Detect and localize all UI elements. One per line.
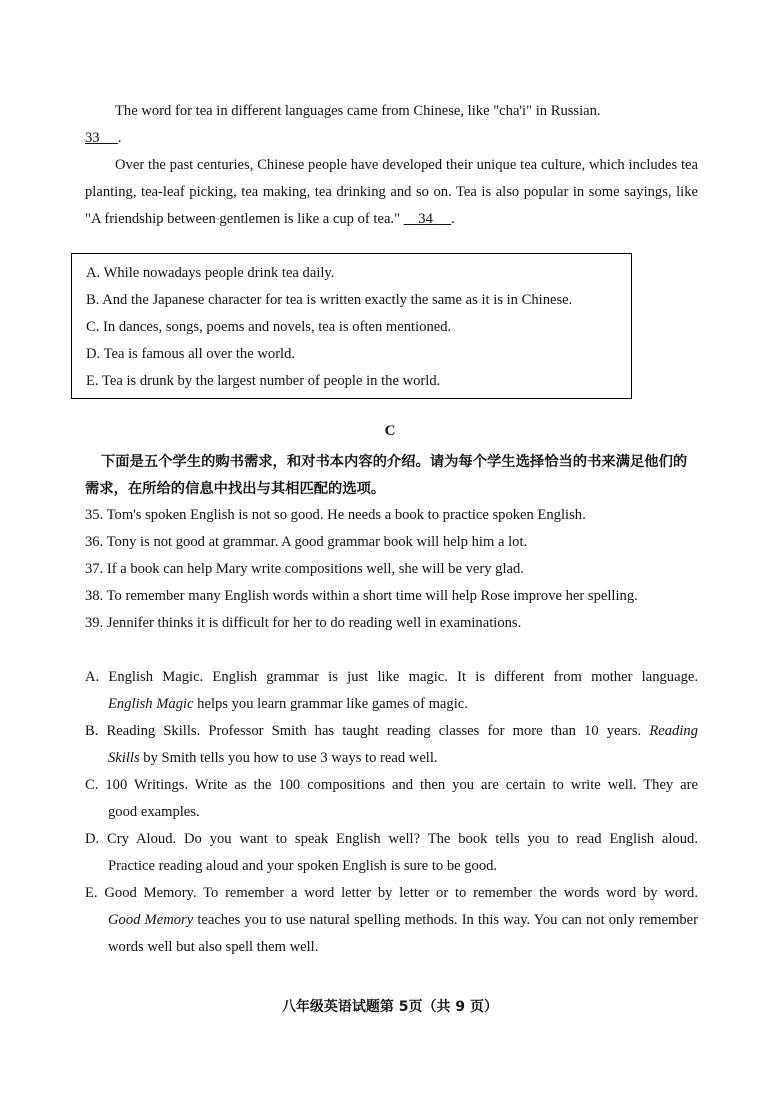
question-38: 38. To remember many English words within a short time will help Rose improve her spelling. [85,588,638,604]
book-d-desc: Practice reading aloud and your spoken English is sure to be good. [108,858,498,874]
book-b-desc: Skills by Smith tells you how to use 3 ways to read well. [108,750,438,766]
option-d: D. Tea is famous all over the world. [86,346,296,362]
book-option-b [85,718,698,772]
book-a-desc: English Magic helps you learn grammar like games of magic. [108,696,468,712]
book-e-line: E. Good Memory. To remember a word letter by letter or to remember the words word by word. [85,885,698,901]
option-a: A. While nowadays people drink tea daily. [86,265,335,281]
passage-text: Over the past centuries, Chinese people have developed their unique tea culture, which includes tea planting, tea-leaf picking, tea making, tea drinking and so on. Tea is also popular in some sayings, like "A friendship between gentlemen is like a cup of tea." [85,157,698,227]
section-instruction: 下面是五个学生的购书需求，和对书本内容的介绍。请为每个学生选择恰当的书来满足他们的需求，在所给的信息中找出与其相匹配的选项。 [85,454,688,497]
blank-period: . [117,130,122,146]
answer-blank-33: 33 [85,130,100,146]
book-title: Good Memory [108,912,194,928]
book-c-line: C. 100 Writings. Write as the 100 compositions and then you are certain to write well. They are [85,777,698,793]
option-b: B. And the Japanese character for tea is written exactly the same as it is in Chinese. [86,292,573,308]
book-c-desc: good examples. [108,804,200,820]
passage-text: The word for tea in different languages came from Chinese, like "cha'i" in Russian. [115,103,601,119]
question-36: 36. Tony is not good at grammar. A good grammar book will help him a lot. [85,534,528,550]
section-title: C [384,423,396,439]
blank-period: . [451,211,455,227]
question-37: 37. If a book can help Mary write compositions well, she will be very glad. [85,561,524,577]
answer-blank-34: 34 [418,211,433,227]
book-option-c [85,772,698,826]
option-e: E. Tea is drunk by the largest number of people in the world. [86,373,441,389]
book-option-d [85,826,698,880]
passage-paragraph-1 [85,98,698,152]
book-e-desc: Good Memory teaches you to use natural spelling methods. In this way. You can not only remember words well but also spell them well. [108,912,698,955]
passage-paragraph-2 [85,152,698,233]
option-c: C. In dances, songs, poems and novels, tea is often mentioned. [86,319,452,335]
question-35: 35. Tom's spoken English is not so good. He needs a book to practice spoken English. [85,507,586,523]
book-a-line: A. English Magic. English grammar is just like magic. It is different from mother language. [85,669,698,685]
options-box [71,253,632,399]
book-d-line: D. Cry Aloud. Do you want to speak English well? The book tells you to read English aloud. [85,831,698,847]
question-39: 39. Jennifer thinks it is difficult for her to do reading well in examinations. [85,615,522,631]
book-title: English Magic [108,696,194,712]
book-title: Reading [649,723,698,739]
book-option-e [85,880,698,961]
page-footer: 八年级英语试题第 5页（共 9 页） [281,999,499,1015]
book-title: Skills [108,750,140,766]
book-option-a [85,664,698,718]
book-b-line: B. Reading Skills. Professor Smith has taught reading classes for more than 10 years. Reading [85,723,698,739]
